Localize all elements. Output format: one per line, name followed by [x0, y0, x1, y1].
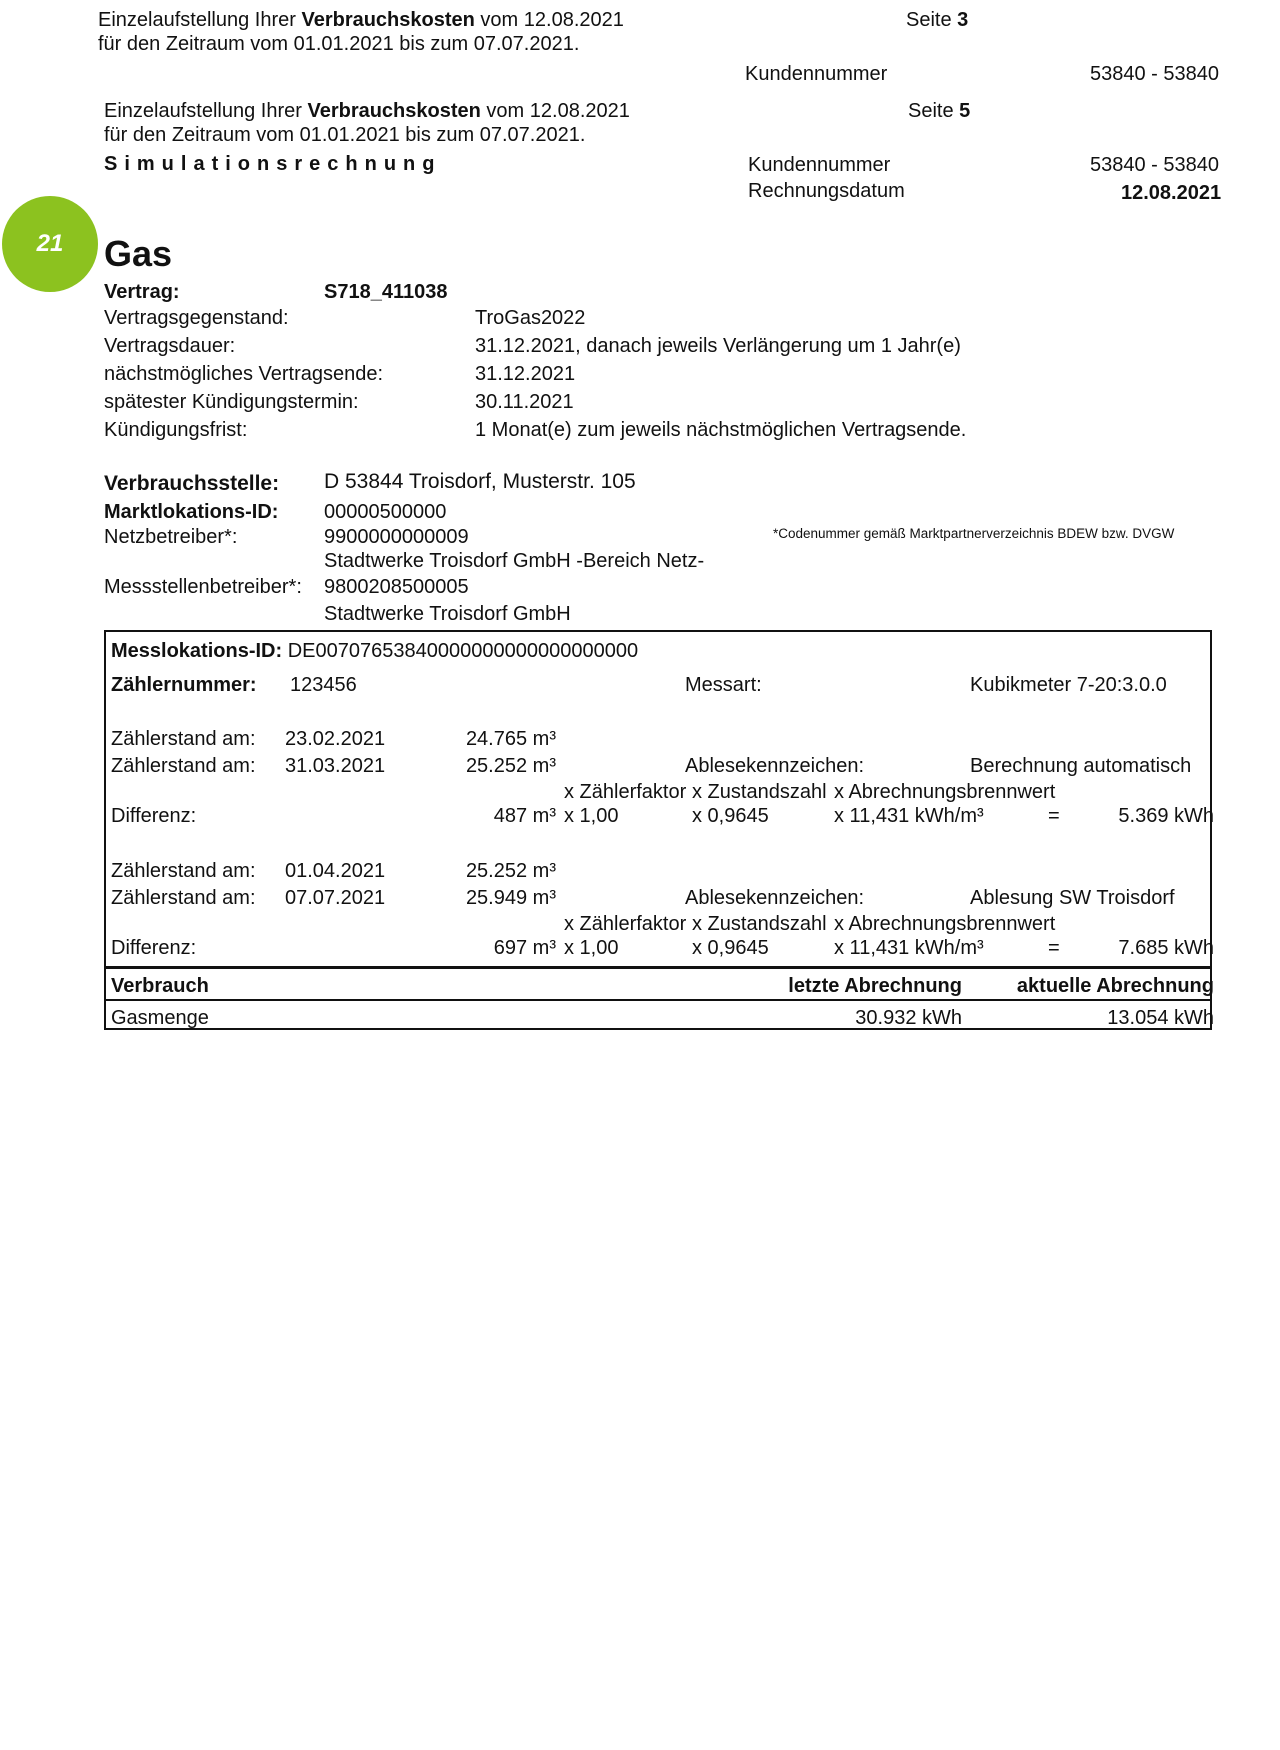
page-badge [2, 196, 98, 292]
contract-row-label: Vertragsgegenstand: [104, 307, 289, 329]
last-billing-header: letzte Abrechnung [788, 975, 962, 997]
header1-line2: für den Zeitraum vom 01.01.2021 bis zum 07.07.2021. [98, 33, 580, 55]
calorific-value: x 11,431 kWh/m³ [834, 805, 984, 827]
calorific-header: x Abrechnungsbrennwert [834, 913, 1056, 935]
network-operator-name: Stadtwerke Troisdorf GmbH -Bereich Netz- [324, 550, 705, 572]
header1-line1-prefix: Einzelaufstellung Ihrer [98, 9, 302, 31]
page-badge-number: 21 [36, 230, 64, 257]
reading-code-label: Ablesekennzeichen: [685, 755, 865, 777]
measurement-type-value: Kubikmeter 7-20:3.0.0 [970, 674, 1167, 696]
reading-date: 23.02.2021 [285, 728, 386, 750]
equals-sign: = [1048, 937, 1060, 959]
doc-type: Simulationsrechnung [104, 153, 442, 175]
contract-row-value: 31.12.2021 [475, 363, 576, 385]
header1-line1 [98, 8, 624, 32]
calorific-header: x Abrechnungsbrennwert [834, 781, 1056, 803]
difference-label: Differenz: [111, 937, 197, 959]
meter-number-value: 123456 [290, 674, 357, 696]
header2-line1-prefix: Einzelaufstellung Ihrer [104, 100, 308, 122]
header2-line2: für den Zeitraum vom 01.01.2021 bis zum 07.07.2021. [104, 124, 586, 146]
section-title: Gas [104, 233, 173, 274]
factor-value: x 1,00 [564, 937, 619, 959]
contract-row-value: 1 Monat(e) zum jeweils nächstmöglichen Vertragsende. [475, 419, 967, 441]
reading-code-value: Ablesung SW Troisdorf [970, 887, 1175, 909]
consumption-header: Verbrauch [111, 975, 209, 997]
difference-label: Differenz: [111, 805, 197, 827]
contract-value: S718_411038 [324, 281, 448, 303]
meter-operator-name: Stadtwerke Troisdorf GmbH [324, 603, 571, 625]
metering-location-value: DE00707653840000000000000000000 [287, 640, 639, 662]
header1-page [906, 8, 968, 32]
network-operator-label: Netzbetreiber*: [104, 526, 238, 548]
contract-row-label: nächstmögliches Vertragsende: [104, 363, 384, 385]
meter-operator-value: 9800208500005 [324, 576, 469, 598]
header2-line1-suffix: vom 12.08.2021 [480, 100, 630, 122]
current-billing-header: aktuelle Abrechnung [1016, 975, 1214, 997]
reading-date: 31.03.2021 [285, 755, 386, 777]
consumption-point-value: D 53844 Troisdorf, Musterstr. 105 [324, 470, 636, 493]
header2-page [908, 99, 970, 123]
contract-label: Vertrag: [104, 281, 180, 303]
state-value: x 0,9645 [692, 937, 769, 959]
current-billing-value: 13.054 kWh [1107, 1007, 1214, 1029]
meter-number-label: Zählernummer: [111, 674, 257, 696]
difference-value: 697 m³ [493, 937, 556, 959]
reading-label: Zählerstand am: [111, 887, 256, 909]
invoice-date-label: Rechnungsdatum [748, 180, 905, 202]
header1-page-label: Seite [906, 9, 958, 31]
calorific-value: x 11,431 kWh/m³ [834, 937, 984, 959]
header2-line1 [104, 99, 630, 123]
table-divider [104, 999, 1212, 1001]
reading-value: 25.949 m³ [465, 887, 556, 909]
table-divider [104, 966, 1212, 969]
difference-value: 487 m³ [493, 805, 556, 827]
contract-row-label: Vertragsdauer: [104, 335, 236, 357]
state-header: x Zustandszahl [692, 781, 827, 803]
network-operator-value: 9900000000009 [324, 526, 469, 548]
reading-date: 07.07.2021 [285, 887, 386, 909]
header2-page-label: Seite [908, 100, 960, 122]
contract-row-value: TroGas2022 [475, 307, 586, 329]
factor-header: x Zählerfaktor [564, 781, 687, 803]
header2-page-number: 5 [959, 100, 971, 122]
consumption-point-label: Verbrauchsstelle: [104, 472, 280, 495]
header1-line1-bold: Verbrauchskosten [301, 9, 475, 31]
measurement-type-label: Messart: [685, 674, 762, 696]
contract-row-label: Kündigungsfrist: [104, 419, 248, 441]
reading-date: 01.04.2021 [285, 860, 386, 882]
contract-row-value: 31.12.2021, danach jeweils Verlängerung um 1 Jahr(e) [475, 335, 961, 357]
state-header: x Zustandszahl [692, 913, 827, 935]
gas-quantity-label: Gasmenge [111, 1007, 209, 1029]
factor-value: x 1,00 [564, 805, 619, 827]
reading-label: Zählerstand am: [111, 728, 256, 750]
invoice-date-value: 12.08.2021 [1121, 182, 1222, 204]
market-location-label: Marktlokations-ID: [104, 501, 279, 523]
equals-sign: = [1048, 805, 1060, 827]
meter-operator-label: Messstellenbetreiber*: [104, 576, 302, 598]
result-value: 5.369 kWh [1118, 805, 1214, 827]
result-value: 7.685 kWh [1118, 937, 1214, 959]
header1-customer-value: 53840 - 53840 [1090, 63, 1220, 85]
market-location-value: 00000500000 [324, 501, 447, 523]
header1-customer-label: Kundennummer [745, 63, 888, 85]
reading-label: Zählerstand am: [111, 755, 256, 777]
factor-header: x Zählerfaktor [564, 913, 687, 935]
contract-row-label: spätester Kündigungstermin: [104, 391, 359, 413]
header2-customer-value: 53840 - 53840 [1090, 154, 1220, 176]
metering-location [111, 639, 638, 663]
header1-page-number: 3 [957, 9, 969, 31]
metering-location-label: Messlokations-ID: [111, 640, 283, 662]
reading-value: 25.252 m³ [465, 755, 556, 777]
header1-line1-suffix: vom 12.08.2021 [474, 9, 624, 31]
header2-customer-label: Kundennummer [748, 154, 891, 176]
reading-code-value: Berechnung automatisch [970, 755, 1192, 777]
reading-label: Zählerstand am: [111, 860, 256, 882]
header2-line1-bold: Verbrauchskosten [307, 100, 481, 122]
contract-row-value: 30.11.2021 [475, 391, 574, 413]
state-value: x 0,9645 [692, 805, 769, 827]
footnote: *Codenummer gemäß Marktpartnerverzeichnis BDEW bzw. DVGW [773, 526, 1175, 541]
reading-value: 24.765 m³ [465, 728, 556, 750]
last-billing-value: 30.932 kWh [855, 1007, 962, 1029]
reading-code-label: Ablesekennzeichen: [685, 887, 865, 909]
reading-value: 25.252 m³ [465, 860, 556, 882]
